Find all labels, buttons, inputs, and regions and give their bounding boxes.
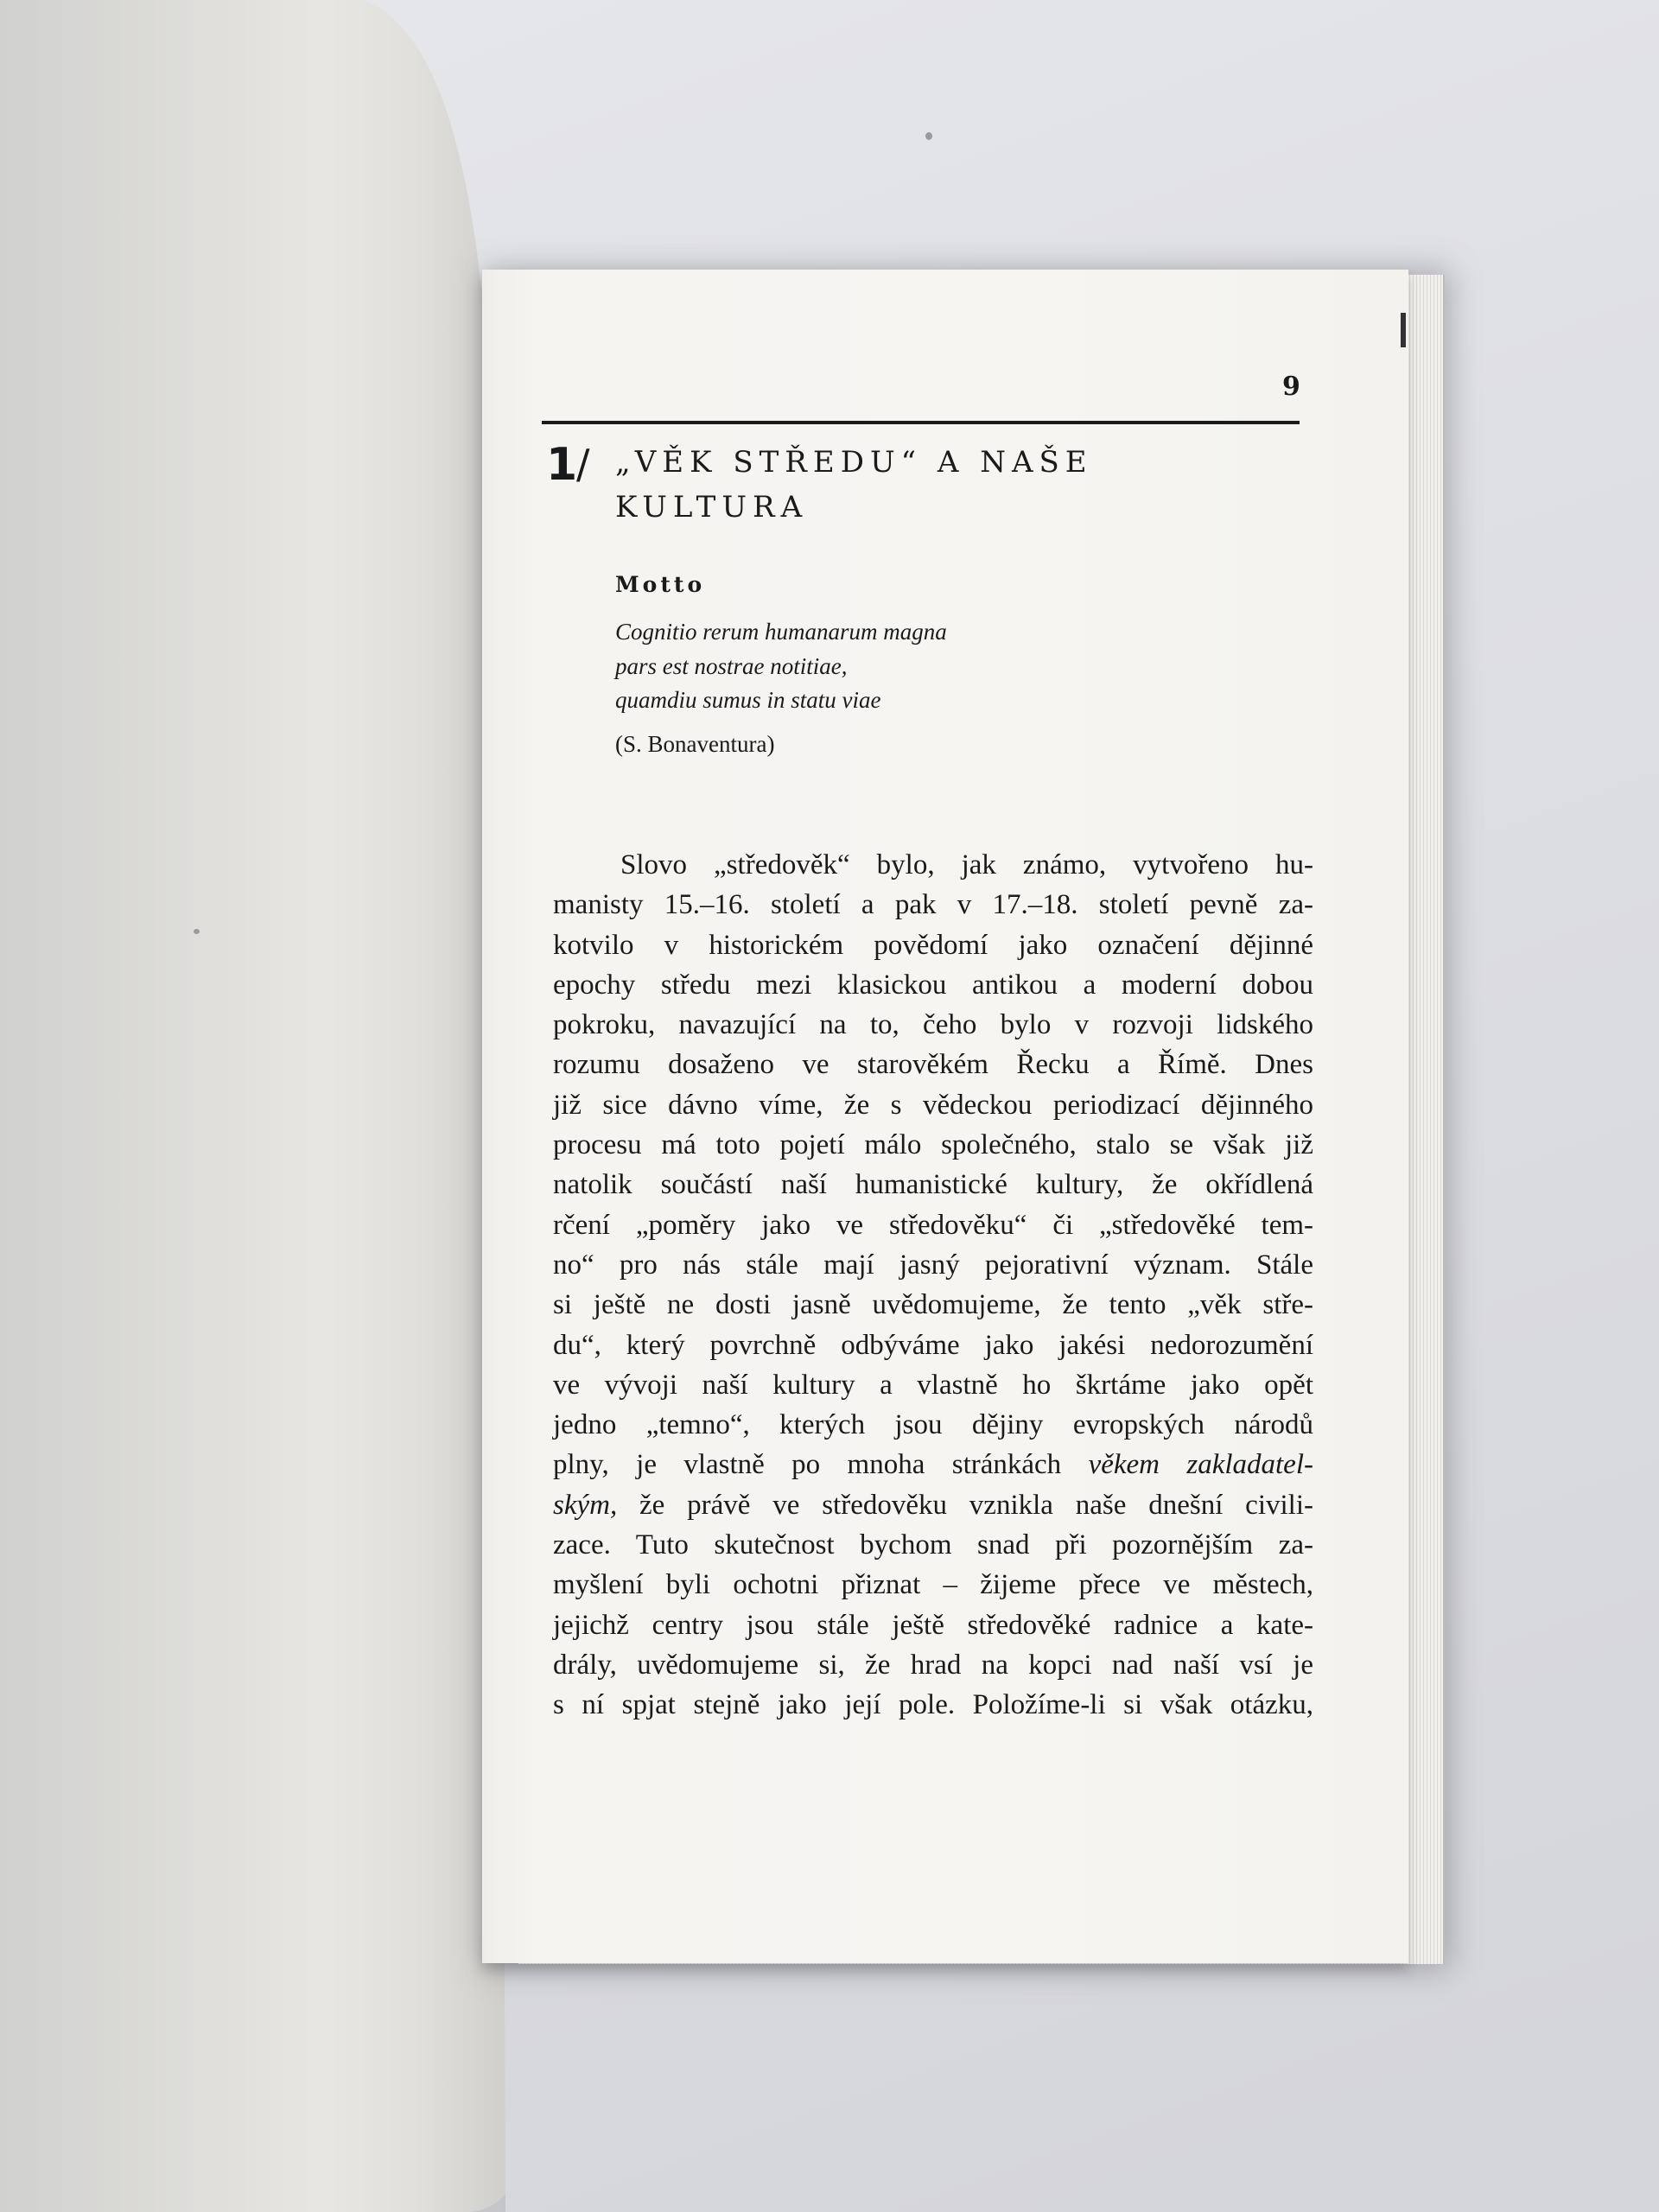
body-line: manisty 15.–16. století a pak v 17.–18. století pevně za- bbox=[553, 889, 1313, 921]
body-line: jejichž centry jsou stále ještě středověké radnice a kate- bbox=[553, 1609, 1313, 1641]
motto-source: (S. Bonaventura) bbox=[615, 731, 775, 757]
motto-line: Cognitio rerum humanarum magna bbox=[615, 619, 947, 645]
body-line: epochy středu mezi klasickou antikou a moderní dobou bbox=[553, 969, 1313, 1001]
italic-emphasis: věkem zakladatel- bbox=[1088, 1449, 1313, 1481]
body-line: no“ pro nás stále mají jasný pejorativní význam. Stále bbox=[553, 1249, 1313, 1281]
body-line: Slovo „středověk“ bylo, jak známo, vytvořeno hu- bbox=[620, 849, 1313, 880]
body-paragraph bbox=[553, 845, 1313, 1726]
chapter-number-separator: / bbox=[576, 441, 590, 487]
body-line bbox=[553, 1485, 1313, 1525]
left-page-shadow bbox=[0, 0, 536, 2212]
body-text-segment: že právě ve středověku vznikla naše dnešní civili- bbox=[617, 1489, 1313, 1521]
body-line: du“, který povrchně odbýváme jako jakési nedorozumění bbox=[553, 1329, 1313, 1361]
body-line: ve vývoji naší kultury a vlastně ho škrtáme jako opět bbox=[553, 1369, 1313, 1401]
italic-emphasis: ským, bbox=[553, 1489, 618, 1521]
chapter-number: 1 bbox=[546, 439, 578, 491]
heading-rule bbox=[542, 421, 1300, 424]
body-line: pokroku, navazující na to, čeho bylo v rozvoji lidského bbox=[553, 1009, 1313, 1041]
body-line: jedno „temno“, kterých jsou dějiny evropských národů bbox=[553, 1409, 1313, 1441]
dust-speck bbox=[194, 929, 200, 934]
body-line: natolik součástí naší humanistické kultury, že okřídlená bbox=[553, 1169, 1313, 1201]
page-number: 9 bbox=[1282, 372, 1300, 402]
body-line: procesu má toto pojetí málo společného, stalo se však již bbox=[553, 1129, 1313, 1161]
body-line: drály, uvědomujeme si, že hrad na kopci nad naší vsí je bbox=[553, 1649, 1313, 1681]
motto-line: pars est nostrae notitiae, bbox=[615, 653, 848, 679]
body-line: rozumu dosaženo ve starověkém Řecku a Římě. Dnes bbox=[553, 1049, 1313, 1081]
body-text-segment: plny, je vlastně po mnoha stránkách bbox=[553, 1449, 1089, 1481]
dust-speck bbox=[925, 132, 932, 140]
chapter-title-line: KULTURA bbox=[615, 490, 809, 524]
body-line: myšlení byli ochotni přiznat – žijeme přece ve městech, bbox=[553, 1569, 1313, 1601]
chapter-title-line: „VĚK STŘEDU“ A NAŠE bbox=[615, 445, 1093, 480]
body-line: s ní spjat stejně jako její pole. Položíme-li si však otázku, bbox=[553, 1689, 1313, 1721]
body-line: kotvilo v historickém povědomí jako označení dějinné bbox=[553, 929, 1313, 961]
motto-heading: Motto bbox=[615, 572, 706, 597]
bookmark-tab bbox=[1401, 313, 1406, 347]
body-line: si ještě ne dosti jasně uvědomujeme, že tento „věk stře- bbox=[553, 1289, 1313, 1321]
body-line bbox=[553, 1445, 1313, 1484]
body-line: již sice dávno víme, že s vědeckou periodizací dějinného bbox=[553, 1089, 1313, 1121]
motto-line: quamdiu sumus in statu viae bbox=[615, 687, 881, 713]
body-line: zace. Tuto skutečnost bychom snad při pozornějším za- bbox=[553, 1529, 1313, 1561]
body-line: rčení „poměry jako ve středověku“ či „středověké tem- bbox=[553, 1209, 1313, 1241]
